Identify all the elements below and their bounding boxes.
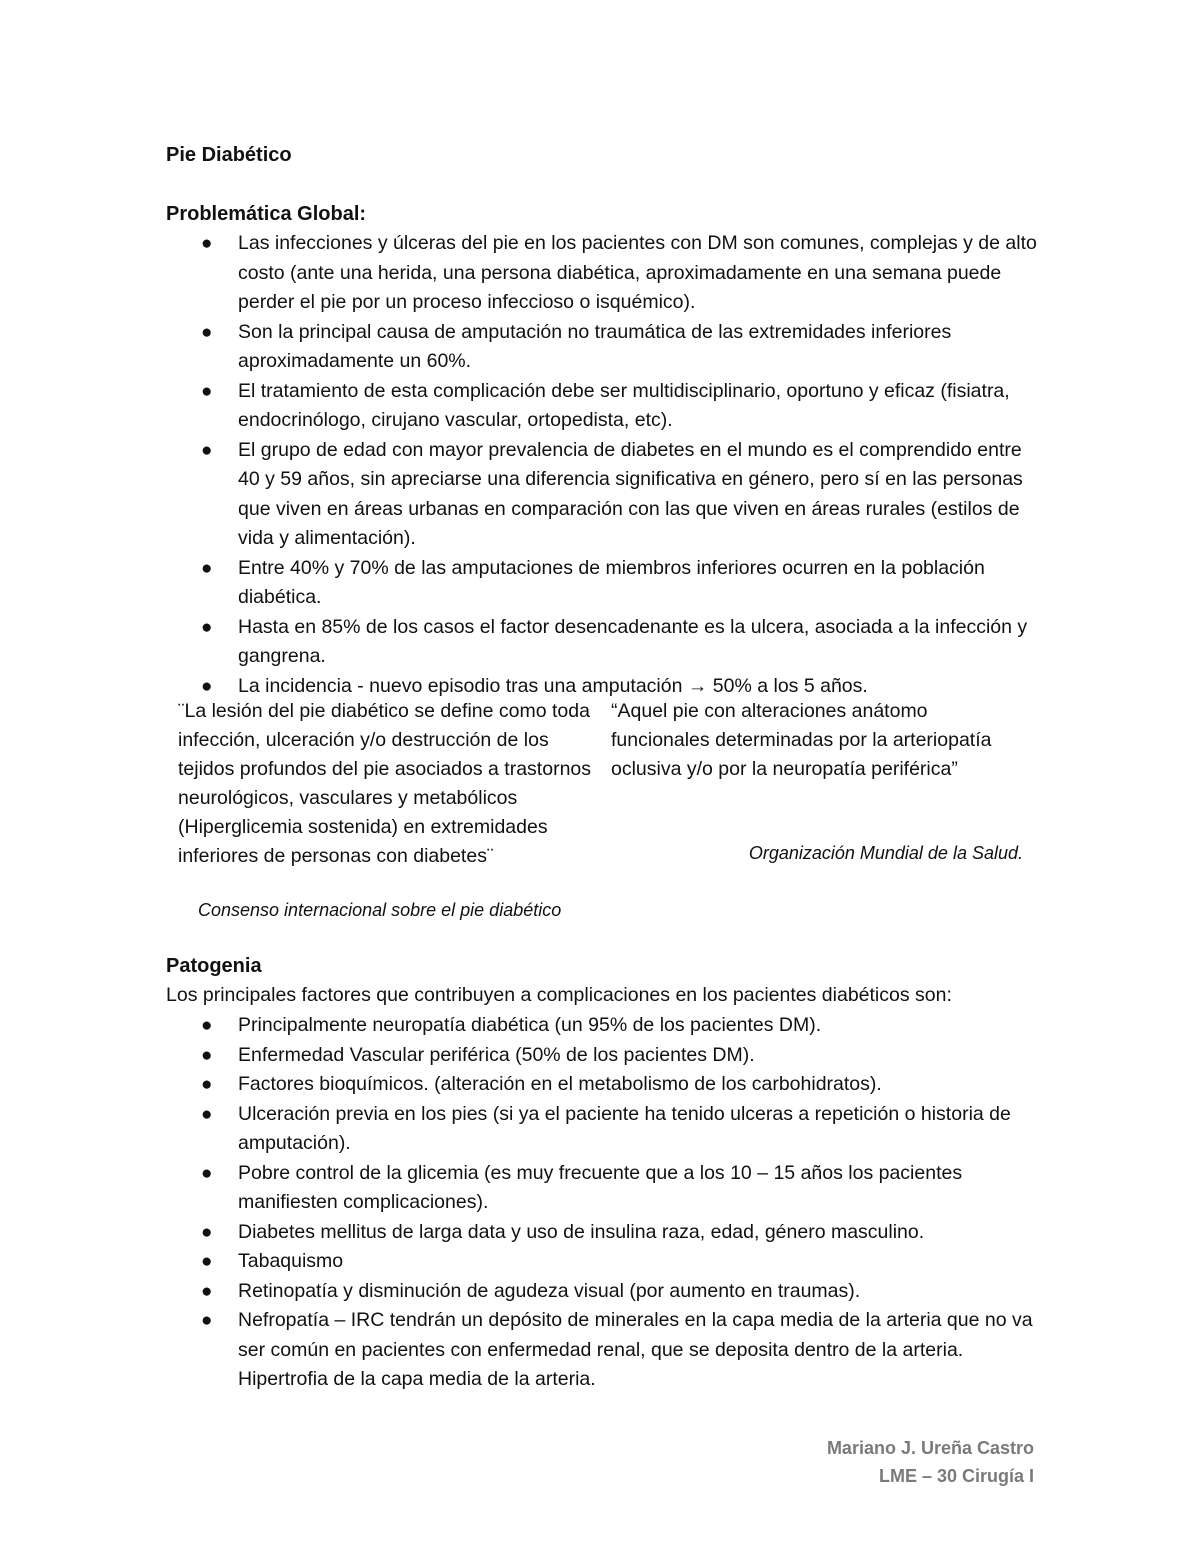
list-item-text: Las infecciones y úlceras del pie en los pacientes con DM son comunes, complejas y de alto costo (ante una herida, una persona diabética, aproximadamente en una semana puede perder el pie por un proceso infeccioso o isquémico). <box>238 232 1037 313</box>
list-item-text: Diabetes mellitus de larga data y uso de insulina raza, edad, género masculino. <box>238 1220 925 1243</box>
document-title: Pie Diabético <box>166 144 292 166</box>
bullet-icon: ● <box>201 439 213 461</box>
footer-author: Mariano J. Ureña Castro <box>826 1438 1034 1458</box>
bullet-icon: ● <box>201 675 213 697</box>
list-item-text: Enfermedad Vascular periférica (50% de los pacientes DM). <box>238 1043 755 1066</box>
list-item <box>168 554 1048 613</box>
patogenia-intro: Los principales factores que contribuyen a complicaciones en los pacientes diabéticos son: <box>166 984 952 1006</box>
problematica-list <box>168 229 1048 701</box>
bullet-icon: ● <box>201 321 213 343</box>
section-heading-patogenia: Patogenia <box>166 955 262 977</box>
list-item <box>168 436 1048 554</box>
bullet-icon: ● <box>201 1221 213 1243</box>
bullet-icon: ● <box>201 557 213 579</box>
list-item-text: Entre 40% y 70% de las amputaciones de miembros inferiores ocurren en la población diabética. <box>238 556 985 608</box>
list-item <box>168 1159 1048 1218</box>
bullet-icon: ● <box>201 1310 213 1331</box>
bullet-icon: ● <box>201 1044 213 1066</box>
list-item <box>168 1218 1048 1248</box>
quote-left-text: ¨La lesión del pie diabético se define como toda infección, ulceración y/o destrucción de los tejidos profundos del pie asociados a trastornos neurológicos, vasculares y metabólicos (Hiperglicemia sostenida) en extremidades inferiores de personas con diabetes¨ <box>178 700 592 867</box>
list-item-text: El grupo de edad con mayor prevalencia de diabetes en el mundo es el comprendido entre 40 y 59 años, sin apreciarse una diferencia significativa en género, pero sí en las personas que viven en áreas urbanas en comparación con las que viven en áreas rurales (estilos de vida y alimentación). <box>238 438 1023 549</box>
list-item-text: Principalmente neuropatía diabética (un 95% de los pacientes DM). <box>238 1014 822 1036</box>
list-item-text: Hasta en 85% de los casos el factor desencadenante es la ulcera, asociada a la infección y gangrena. <box>238 615 1028 667</box>
list-item <box>168 613 1048 672</box>
quote-left-source: Consenso internacional sobre el pie diabético <box>198 900 562 920</box>
bullet-icon: ● <box>201 233 213 254</box>
bullet-icon: ● <box>201 1074 213 1095</box>
list-item-text: Pobre control de la glicemia (es muy frecuente que a los 10 – 15 años los pacientes manifiesten complicaciones). <box>238 1161 963 1213</box>
bullet-icon: ● <box>201 1280 213 1302</box>
quote-right-source: Organización Mundial de la Salud. <box>748 843 1023 863</box>
footer-course: LME – 30 Cirugía I <box>878 1466 1034 1486</box>
list-item <box>168 1277 1048 1307</box>
section-heading-problematica: Problemática Global: <box>166 203 367 225</box>
bullet-icon: ● <box>201 1103 213 1125</box>
bullet-icon: ● <box>201 1015 213 1036</box>
bullet-icon: ● <box>201 380 213 402</box>
list-item <box>168 377 1048 436</box>
list-item-text: El tratamiento de esta complicación debe ser multidisciplinario, oportuno y eficaz (fisiatra, endocrinólogo, cirujano vascular, ortopedista, etc). <box>238 379 1010 431</box>
bullet-icon: ● <box>201 616 213 638</box>
list-item <box>168 1100 1048 1159</box>
list-item-text: Son la principal causa de amputación no traumática de las extremidades inferiores aproximadamente un 60%. <box>238 320 952 372</box>
list-item-text: Factores bioquímicos. (alteración en el metabolismo de los carbohidratos). <box>238 1073 882 1095</box>
list-item-text: Nefropatía – IRC tendrán un depósito de minerales en la capa media de la arteria que no va ser común en pacientes con enfermedad renal, que se deposita dentro de la arteria. Hipertrofia de la capa media de la arteria. <box>238 1309 1033 1390</box>
list-item-text: Tabaquismo <box>238 1250 344 1272</box>
list-item <box>168 229 1048 318</box>
list-item-text: Retinopatía y disminución de agudeza visual (por aumento en traumas). <box>238 1279 861 1302</box>
list-item <box>168 1011 1048 1041</box>
list-item <box>168 1041 1048 1071</box>
list-item <box>168 1306 1048 1395</box>
bullet-icon: ● <box>201 1162 213 1184</box>
quote-right-text: “Aquel pie con alteraciones anátomo funcionales determinadas por la arteriopatía oclusiva y/o por la neuropatía periférica” <box>611 700 992 780</box>
list-item-text: La incidencia - nuevo episodio tras una amputación → 50% a los 5 años. <box>238 674 868 697</box>
bullet-icon: ● <box>201 1251 213 1272</box>
list-item <box>168 318 1048 377</box>
patogenia-list <box>168 1011 1048 1395</box>
list-item <box>168 1247 1048 1277</box>
list-item <box>168 1070 1048 1100</box>
list-item-text: Ulceración previa en los pies (si ya el paciente ha tenido ulceras a repetición o historia de amputación). <box>238 1102 1011 1154</box>
